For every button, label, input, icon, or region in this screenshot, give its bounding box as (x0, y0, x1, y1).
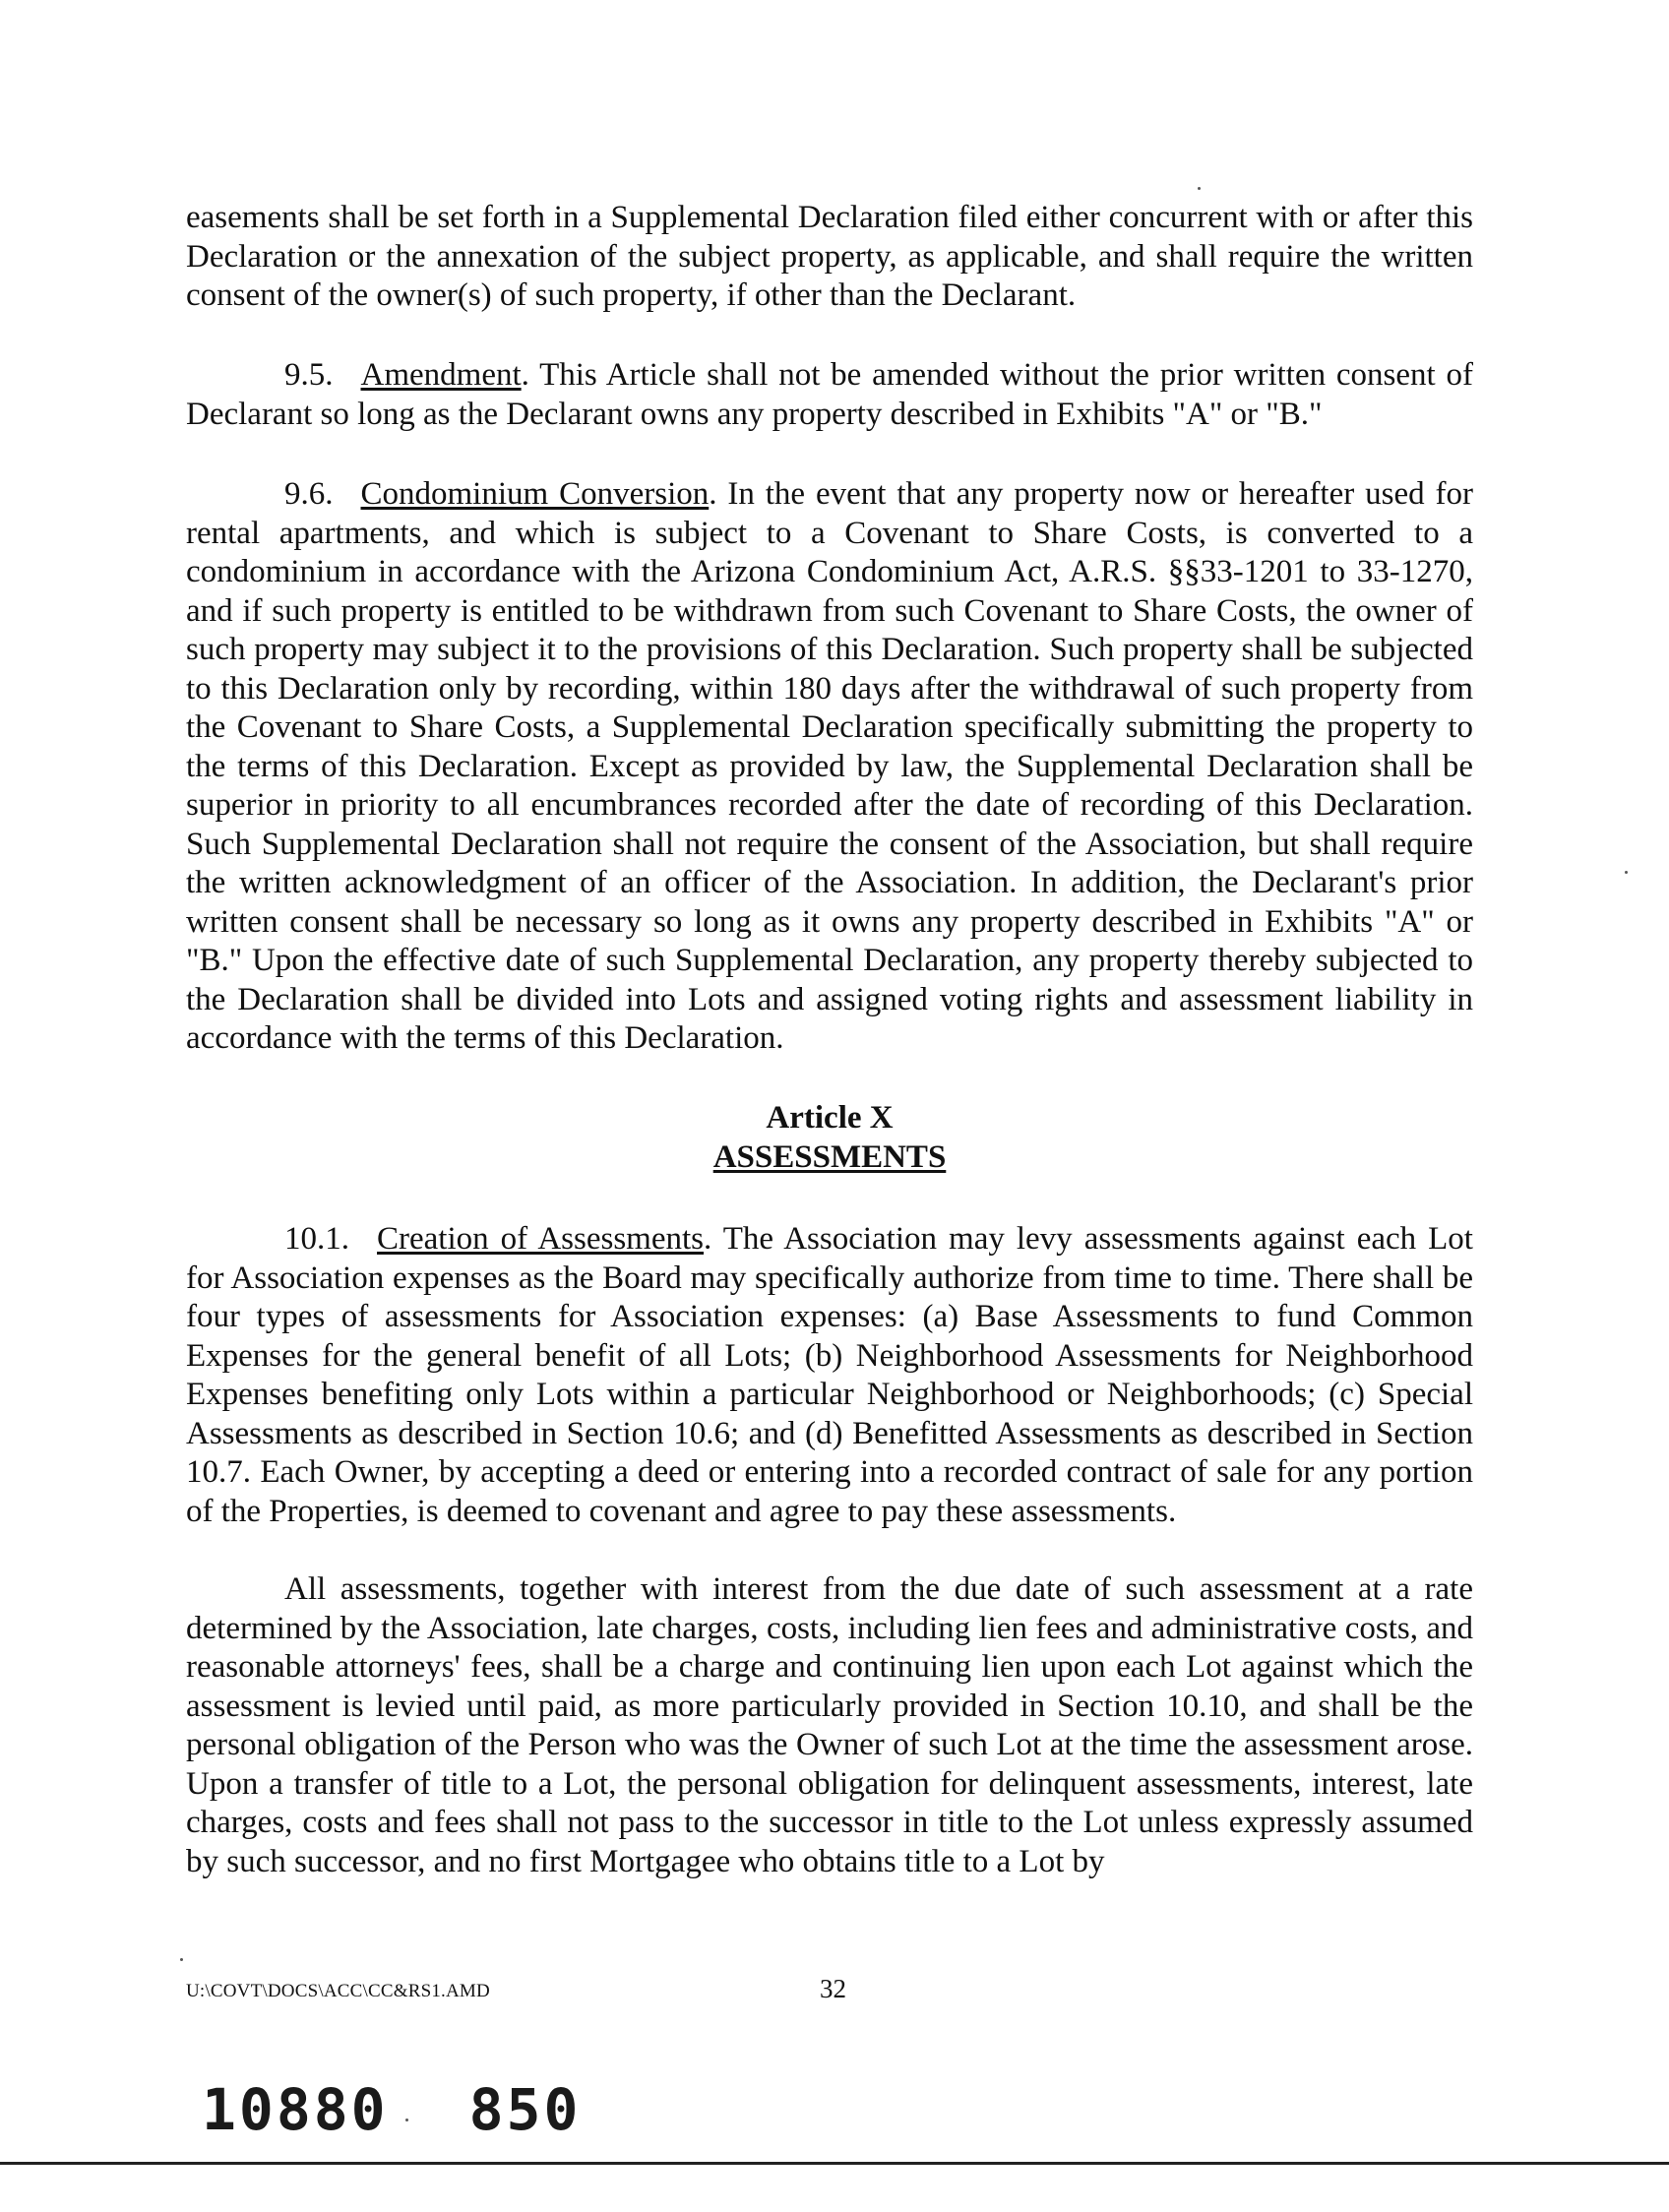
section-title: Amendment (360, 357, 522, 393)
article-number: Article X (766, 1100, 894, 1136)
article-title: ASSESSMENTS (712, 1139, 947, 1175)
section-10-1 (186, 1220, 1473, 1531)
scan-speck (405, 2119, 408, 2121)
article-heading (186, 1098, 1473, 1177)
bottom-border-line (0, 2162, 1669, 2165)
paragraph-text: easements shall be set forth in a Supplemental Declaration filed either concurrent with or after this Declaration or the annexation of the subject property, as applicable, and shall require the written consent of the owner(s) of such property, if other than the Declarant. (186, 200, 1473, 313)
scan-speck (180, 1958, 183, 1961)
section-text: . In the event that any property now or hereafter used for rental apartments, and which is subject to a Covenant to Share Costs, is converted to a condominium in accordance with the Arizona Condominium Act, A.R.S. §§33-1201 to 33-1270, and if such property is entitled to be withdrawn from such Covenant to Share Costs, the owner of such property may subject it to the provisions of this Declaration. Such property shall be subjected to this Declaration only by recording, within 180 days after the withdrawal of such property from the Covenant to Share Costs, a Supplemental Declaration specifically submitting the property to the terms of this Declaration. Except as provided by law, the Supplemental Declaration shall be superior in priority to all encumbrances recorded after the date of recording of this Declaration. Such Supplemental Declaration shall not require the consent of the Association, but shall require the written acknowledgment of an officer of the Association. In addition, the Declarant's prior written consent shall be necessary so long as it owns any property described in Exhibits "A" or "B." Upon the effective date of such Supplemental Declaration, any property thereby subjected to the Declaration shall be divided into Lots and assigned voting rights and assessment liability in accordance with the terms of this Declaration. (186, 476, 1473, 1056)
section-title: Creation of Assessments (377, 1221, 705, 1257)
section-number: 10.1. (284, 1221, 349, 1257)
page-number: 32 (820, 1974, 846, 2003)
section-text: . The Association may levy assessments against each Lot for Association expenses as the Board may specifically authorize from time to time. There shall be four types of assessments for Association expenses: (a) Base Assessments to fund Common Expenses for the general benefit of all Lots; (b) Neighborhood Assessments for Neighborhood Expenses benefiting only Lots within a particular Neighborhood or Neighborhoods; (c) Special Assessments as described in Section 10.6; and (d) Benefitted Assessments as described in Section 10.7. Each Owner, by accepting a deed or entering into a recorded contract of sale for any portion of the Properties, is deemed to covenant and agree to pay these assessments. (186, 1221, 1473, 1529)
section-title: Condominium Conversion (360, 476, 710, 512)
section-9-6 (186, 475, 1473, 1059)
recording-stamp (202, 2076, 581, 2143)
scan-speck (1625, 871, 1628, 874)
scan-speck (1198, 187, 1201, 190)
stamp-book-number: 10880 (202, 2076, 389, 2143)
footer-file-path: U:\COVT\DOCS\ACC\CC&RS1.AMD (186, 1981, 490, 2001)
paragraph-continuation (186, 199, 1473, 316)
section-text: . This Article shall not be amended without the prior written consent of Declarant so long as the Declarant owns any property described in Exhibits "A" or "B." (186, 357, 1473, 432)
stamp-page-number: 850 (468, 2076, 582, 2143)
section-9-5 (186, 356, 1473, 434)
paragraph-all-assessments (186, 1570, 1473, 1881)
section-number: 9.5. (284, 357, 334, 393)
paragraph-text: All assessments, together with interest from the due date of such assessment at a rate determined by the Association, late charges, costs, including lien fees and administrative costs, and reasonable attorneys' fees, shall be a charge and continuing lien upon each Lot against which the assessment is levied until paid, as more particularly provided in Section 10.10, and shall be the personal obligation of the Person who was the Owner of such Lot at the time the assessment arose. Upon a transfer of title to a Lot, the personal obligation for delinquent assessments, interest, late charges, costs and fees shall not pass to the successor in title to the Lot unless expressly assumed by such successor, and no first Mortgagee who obtains title to a Lot by (186, 1571, 1473, 1879)
section-number: 9.6. (284, 476, 334, 512)
